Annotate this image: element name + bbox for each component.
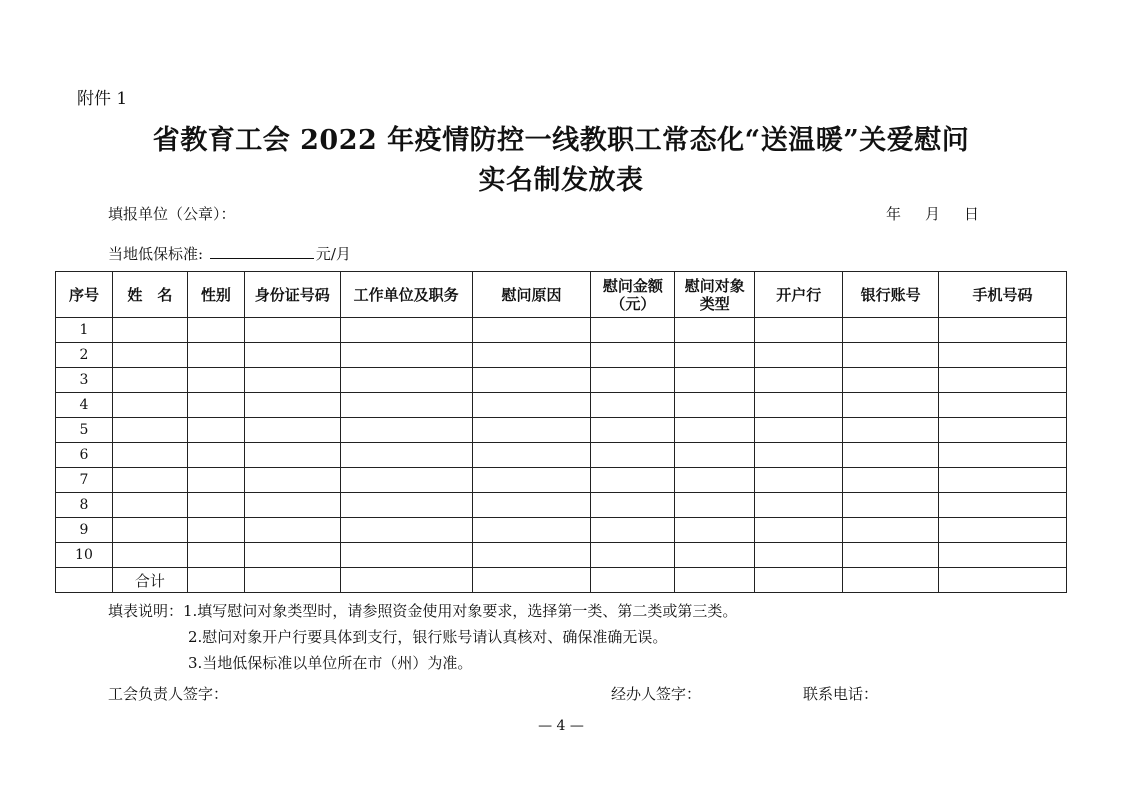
empty-cell [340,318,472,343]
empty-cell [187,393,244,418]
empty-cell [244,343,340,368]
empty-cell [843,443,939,468]
empty-cell [340,343,472,368]
empty-cell [939,393,1067,418]
table-row [56,518,1067,543]
empty-cell [244,318,340,343]
column-header [755,272,843,318]
handler-signature: 经办人签字： [611,685,702,703]
empty-cell [244,518,340,543]
empty-cell [112,543,187,568]
empty-cell [187,568,244,593]
empty-cell [939,518,1067,543]
table-row [56,318,1067,343]
table-row [56,493,1067,518]
column-header-text: （元） [610,294,656,313]
fill-unit-label: 填报单位（公章）： [108,205,236,223]
empty-cell [675,393,755,418]
table-body [56,318,1067,593]
empty-cell [675,568,755,593]
column-header-text: 性别 [200,285,231,304]
empty-cell [755,318,843,343]
attachment-label: 附件 1 [77,89,128,109]
empty-cell [472,493,591,518]
standard-suffix: 元/月 [315,245,351,263]
note-line: 填表说明：1.填写慰问对象类型时，请参照资金使用对象要求，选择第一类、第二类或第三类。 [108,602,738,620]
column-header [187,272,244,318]
table-row [56,393,1067,418]
column-header-text: 手机号码 [972,285,1033,304]
row-number: 8 [56,493,113,518]
empty-cell [244,418,340,443]
empty-cell [340,518,472,543]
empty-cell [472,468,591,493]
empty-cell [843,518,939,543]
empty-cell [112,343,187,368]
empty-cell [843,368,939,393]
empty-cell [755,418,843,443]
empty-cell [112,368,187,393]
empty-cell [244,493,340,518]
empty-cell [939,543,1067,568]
column-header-text: 银行账号 [860,285,921,304]
empty-cell [755,443,843,468]
empty-cell [939,318,1067,343]
column-header [939,272,1067,318]
row-number: 10 [56,543,113,568]
empty-cell [843,493,939,518]
total-row [56,568,1067,593]
row-number: 4 [56,393,113,418]
empty-cell [675,443,755,468]
empty-cell [843,343,939,368]
empty-cell [472,543,591,568]
standard-blank-line [210,244,314,259]
empty-cell [244,443,340,468]
empty-cell [244,543,340,568]
column-header-text: 类型 [699,294,730,313]
column-header [340,272,472,318]
column-header [472,272,591,318]
empty-cell [56,568,113,593]
column-header-text: 开户行 [776,285,822,304]
empty-cell [340,368,472,393]
empty-cell [755,393,843,418]
table-row [56,418,1067,443]
table-row [56,368,1067,393]
empty-cell [472,368,591,393]
empty-cell [939,568,1067,593]
row-number: 6 [56,443,113,468]
empty-cell [675,343,755,368]
empty-cell [591,443,675,468]
empty-cell [939,443,1067,468]
table-row [56,343,1067,368]
empty-cell [675,518,755,543]
empty-cell [112,518,187,543]
row-number: 2 [56,343,113,368]
empty-cell [187,543,244,568]
column-header [112,272,187,318]
empty-cell [843,318,939,343]
empty-cell [472,443,591,468]
column-header [591,272,675,318]
year-label: 年 [886,205,902,223]
empty-cell [591,543,675,568]
empty-cell [939,368,1067,393]
empty-cell [755,543,843,568]
table-row [56,443,1067,468]
empty-cell [755,518,843,543]
column-header-text: 慰问对象 [684,276,745,295]
empty-cell [843,543,939,568]
empty-cell [112,318,187,343]
row-number: 7 [56,468,113,493]
empty-cell [472,568,591,593]
empty-cell [187,318,244,343]
empty-cell [591,343,675,368]
column-header [244,272,340,318]
empty-cell [939,343,1067,368]
empty-cell [187,443,244,468]
empty-cell [340,543,472,568]
empty-cell [187,493,244,518]
empty-cell [591,418,675,443]
empty-cell [843,468,939,493]
empty-cell [472,393,591,418]
empty-cell [675,468,755,493]
empty-cell [112,493,187,518]
note-line: 3.当地低保标准以单位所在市（州）为准。 [188,654,473,672]
empty-cell [340,443,472,468]
note-line: 2.慰问对象开户行要具体到支行，银行账号请认真核对、确保准确无误。 [188,628,668,646]
empty-cell [244,368,340,393]
empty-cell [112,418,187,443]
empty-cell [340,493,472,518]
empty-cell [187,418,244,443]
empty-cell [472,318,591,343]
empty-cell [591,568,675,593]
date-fields [886,203,979,224]
empty-cell [472,343,591,368]
empty-cell [675,368,755,393]
column-header [675,272,755,318]
low-income-standard [108,243,351,264]
empty-cell [187,368,244,393]
day-label: 日 [964,205,980,223]
column-header-text: 慰问金额 [602,276,663,295]
empty-cell [675,493,755,518]
empty-cell [340,468,472,493]
empty-cell [939,418,1067,443]
total-label: 合计 [112,568,187,593]
empty-cell [755,493,843,518]
row-number: 5 [56,418,113,443]
empty-cell [187,468,244,493]
empty-cell [755,468,843,493]
empty-cell [591,368,675,393]
empty-cell [755,568,843,593]
form-title-line1: 省教育工会 2022 年疫情防控一线教职工常态化“送温暖”关爱慰问 [152,125,970,156]
table-header-row [56,272,1067,318]
empty-cell [472,418,591,443]
fill-instructions [108,598,737,676]
empty-cell [675,418,755,443]
empty-cell [843,393,939,418]
empty-cell [472,518,591,543]
row-number: 3 [56,368,113,393]
form-title-line2: 实名制发放表 [478,165,644,196]
table-row [56,468,1067,493]
empty-cell [755,368,843,393]
empty-cell [675,543,755,568]
row-number: 9 [56,518,113,543]
empty-cell [591,393,675,418]
page-number: — 4 — [538,718,584,734]
table-row [56,543,1067,568]
empty-cell [843,418,939,443]
standard-prefix: 当地低保标准: [108,245,204,263]
empty-cell [244,468,340,493]
empty-cell [340,568,472,593]
empty-cell [591,468,675,493]
empty-cell [244,568,340,593]
empty-cell [112,468,187,493]
column-header-text: 身份证号码 [254,285,330,304]
month-label: 月 [925,205,941,223]
empty-cell [244,393,340,418]
empty-cell [591,493,675,518]
column-header-text: 工作单位及职务 [353,285,459,304]
contact-phone-label: 联系电话： [803,685,879,703]
column-header-text: 序号 [68,285,99,304]
empty-cell [843,568,939,593]
empty-cell [340,393,472,418]
empty-cell [112,443,187,468]
column-header [56,272,113,318]
union-head-signature: 工会负责人签字： [108,685,229,703]
empty-cell [591,518,675,543]
distribution-table [55,271,1067,593]
empty-cell [187,343,244,368]
empty-cell [675,318,755,343]
empty-cell [755,343,843,368]
empty-cell [340,418,472,443]
row-number: 1 [56,318,113,343]
column-header-text: 姓 名 [127,285,173,304]
empty-cell [939,468,1067,493]
empty-cell [187,518,244,543]
column-header [843,272,939,318]
empty-cell [591,318,675,343]
empty-cell [939,493,1067,518]
empty-cell [112,393,187,418]
column-header-text: 慰问原因 [501,285,562,304]
